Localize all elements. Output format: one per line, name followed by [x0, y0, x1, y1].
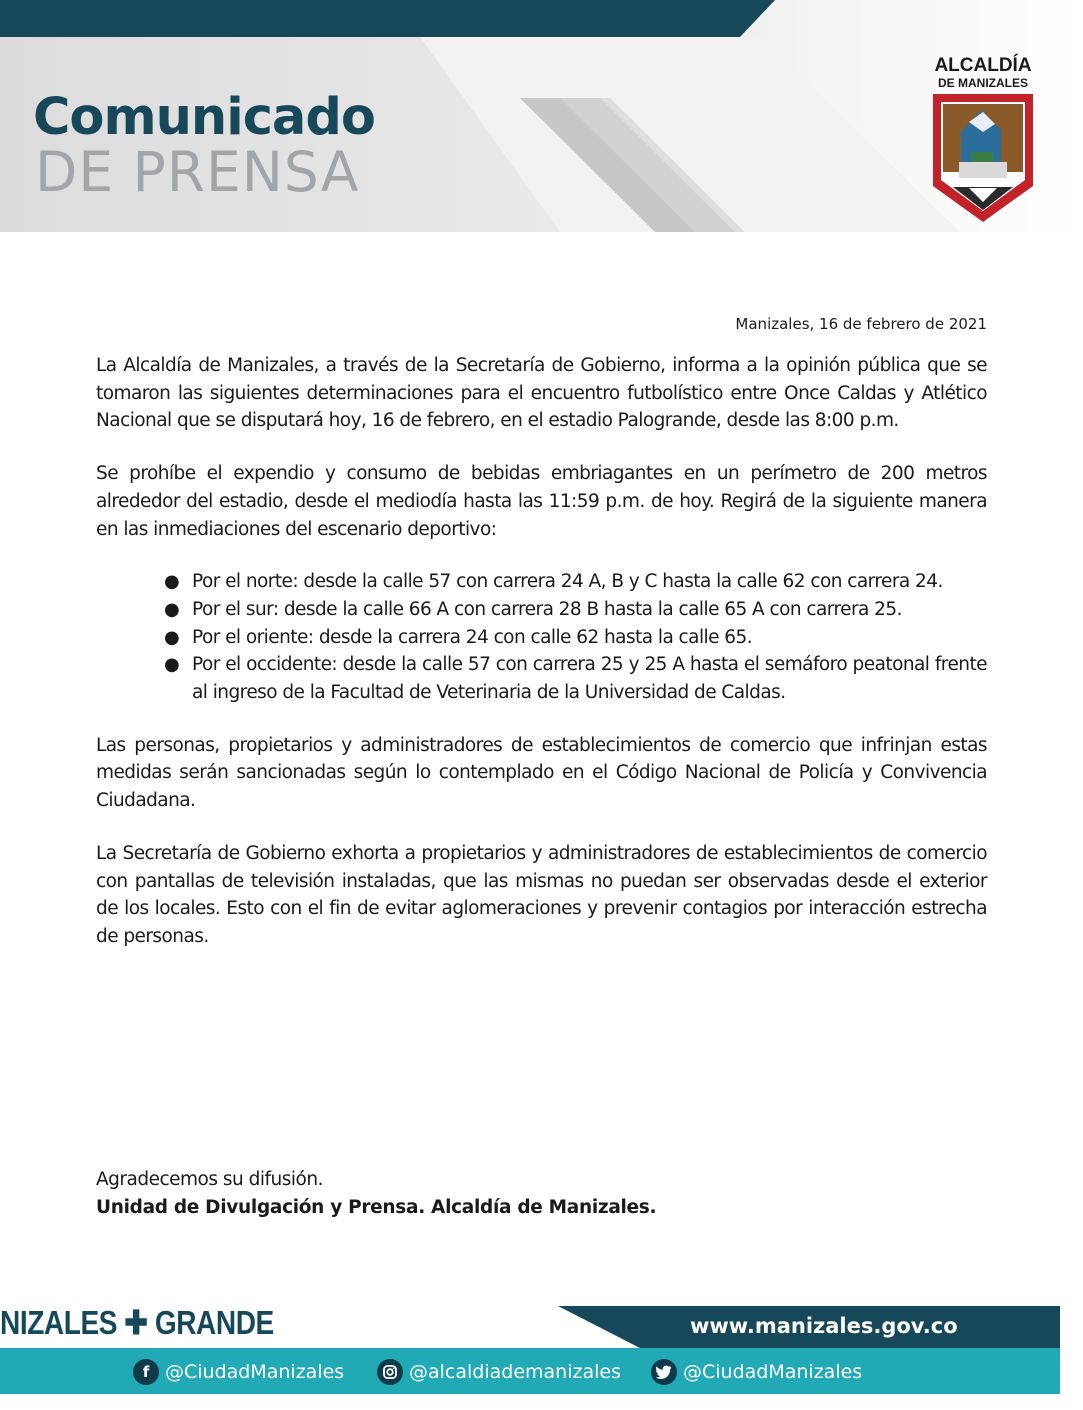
thanks-text: Agradecemos su difusión.: [96, 1169, 323, 1190]
list-item-text: Por el oriente: desde la carrera 24 con calle 62 hasta la calle 65.: [192, 626, 753, 648]
list-item: [164, 568, 987, 596]
title-de-prensa: DE PRENSA: [35, 140, 360, 204]
list-item: [164, 596, 987, 624]
facebook-handle: @CiudadManizales: [165, 1361, 345, 1383]
document-date: Manizales, 16 de febrero de 2021: [735, 315, 987, 333]
instagram-link[interactable]: [377, 1358, 621, 1386]
twitter-link[interactable]: [651, 1358, 862, 1386]
list-item: [164, 651, 987, 706]
instagram-icon: [377, 1359, 403, 1385]
paragraph-sanctions: Las personas, propietarios y administradores de establecimientos de comercio que infrinjan estas medidas serán sancionadas según lo contemplado en el Código Nacional de Policía y Convivencia Ciudadana.: [96, 734, 987, 812]
list-item: [164, 624, 987, 652]
twitter-icon: [651, 1359, 677, 1385]
perimeter-list: [96, 568, 987, 707]
list-item-text: Por el sur: desde la calle 66 A con carrera 28 B hasta la calle 65 A con carrera 25.: [192, 598, 902, 620]
paragraph-prohibition: Se prohíbe el expendio y consumo de bebidas embriagantes en un perímetro de 200 metros alrededor del estadio, desde el mediodía hasta las 11:59 p.m. de hoy. Regirá de la siguiente manera en las inmediaciones del escenario deportivo:: [96, 463, 987, 540]
facebook-link[interactable]: [133, 1358, 344, 1386]
logo-title: ALCALDÍA: [934, 55, 1032, 76]
bullet-icon: ●: [164, 571, 180, 593]
paragraph-intro: La Alcaldía de Manizales, a través de la Secretaría de Gobierno, informa a la opinión pública que se tomaron las siguientes determinaciones para el encuentro futbolístico entre Once Caldas y Atlético Nacional que se disputará hoy, 16 de febrero, en el estadio Palogrande, desde las 8:00 p.m.: [96, 355, 987, 432]
signature-text: Unidad de Divulgación y Prensa. Alcaldía de Manizales.: [96, 1197, 657, 1218]
manizales-shield-logo: [931, 92, 1035, 226]
website-link[interactable]: www.manizales.gov.co: [690, 1314, 958, 1338]
press-release-header: [0, 0, 1083, 232]
document-body: [96, 352, 987, 976]
list-item-text: Por el occidente: desde la calle 57 con carrera 25 y 25 A hasta el semáforo peatonal frente al ingreso de la Facultad de Veterinaria de la Universidad de Caldas.: [192, 654, 987, 704]
instagram-handle: @alcaldiademanizales: [409, 1361, 621, 1383]
bullet-icon: ●: [164, 654, 180, 676]
logo-subtitle: DE MANIZALES: [938, 76, 1028, 90]
bullet-icon: ●: [164, 598, 180, 620]
facebook-icon: f: [133, 1359, 159, 1385]
manizales-grande-brand: NIZALES ✚ GRANDE: [0, 1304, 274, 1341]
closing-block: [96, 1166, 656, 1222]
twitter-handle: @CiudadManizales: [683, 1361, 863, 1383]
title-comunicado: Comunicado: [33, 88, 375, 147]
list-item-text: Por el norte: desde la calle 57 con carrera 24 A, B y C hasta la calle 62 con carrera 24.: [192, 571, 943, 593]
bullet-icon: ●: [164, 626, 180, 648]
paragraph-exhortation: La Secretaría de Gobierno exhorta a propietarios y administradores de establecimientos de comercio con pantallas de televisión instaladas, que las mismas no puedan ser observadas desde el exterior de los locales. Esto con el fin de evitar aglomeraciones y prevenir contagios por interacción estrecha de personas.: [96, 842, 987, 947]
